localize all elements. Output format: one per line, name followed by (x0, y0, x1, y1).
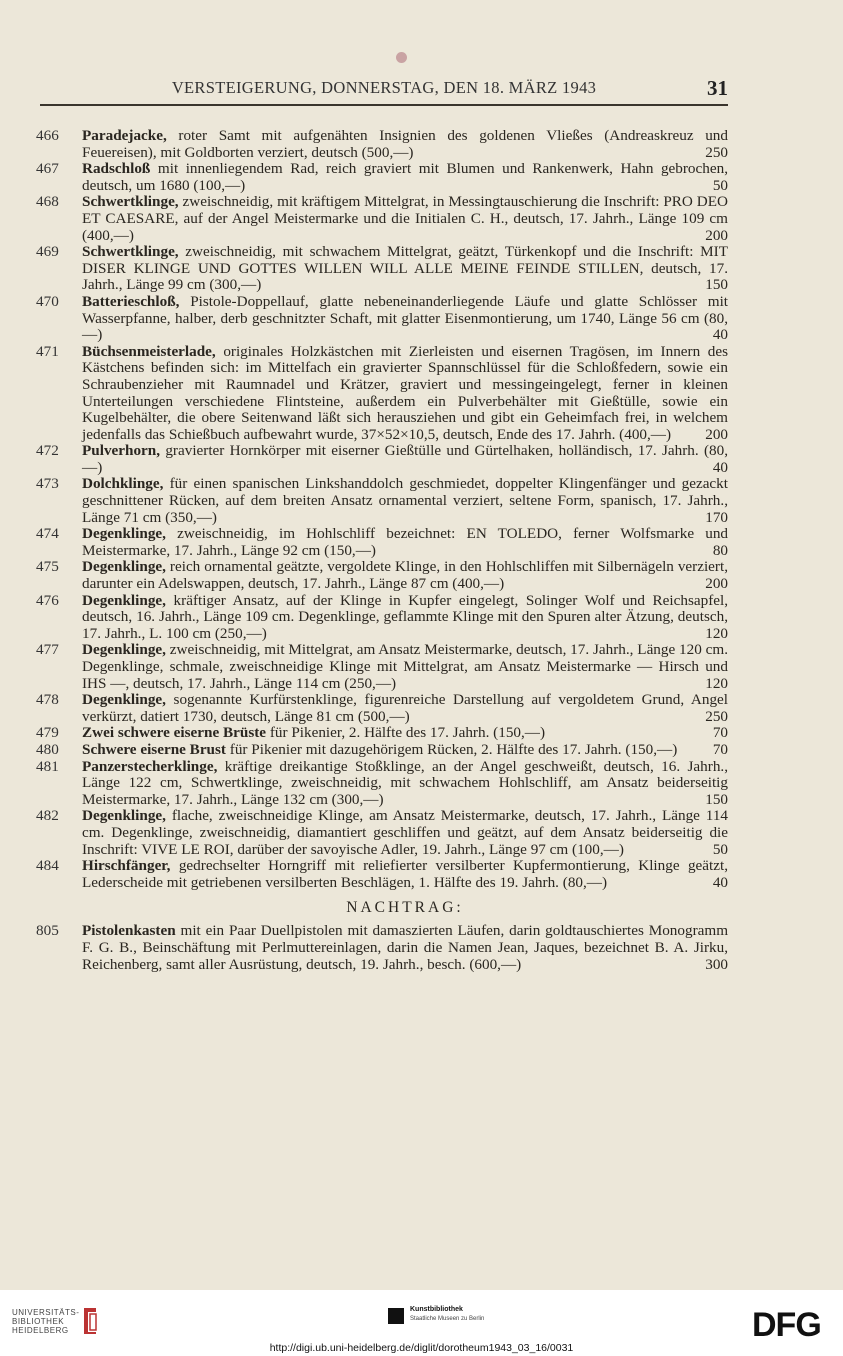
entry-title: Dolchklinge, (82, 475, 164, 493)
entry-price: 40 (712, 458, 728, 476)
lot-number: 478 (36, 691, 59, 709)
entry-description: sogenannte Kurfürstenklinge, figurenreiche Darstellung auf vergoldetem Grund, Angel verkürzt, datiert 1730, deutsch, Länge 81 cm (500,—) (82, 691, 729, 725)
entry-text (82, 858, 728, 891)
catalog-entry (36, 858, 728, 891)
entry-price: 80 (712, 541, 728, 559)
page-header (40, 78, 728, 102)
entry-description: zweischneidig, mit kräftigem Mittelgrat, in Messingtauschierung die Inschrift: PRO DEO ET CAESARE, auf der Angel Meistermarke und die Initialen C. H., deutsch, 17. Jahrh., Länge 109 cm (400,—) (82, 193, 728, 244)
entry-price: 120 (705, 674, 728, 692)
entry-title: Paradejacke, (82, 127, 167, 144)
entry-text (82, 692, 728, 725)
catalog-entry (36, 742, 728, 759)
uni-logo-line: UNIVERSITÄTS- (12, 1308, 80, 1317)
lot-number: 479 (36, 724, 59, 742)
entry-title: Hirschfänger, (82, 857, 171, 875)
catalog-entry (36, 725, 728, 742)
entry-text (82, 593, 728, 643)
entry-description: flache, zweischneidige Klinge, am Ansatz Meistermarke, deutsch, 17. Jahrh., Länge 114 cm. Degenklinge, zweischneidig, diamantiert geschliffen und geätzt, auf dem Ansatz beiderseitig die Inschrift: VIVE LE ROI, darüber der savoyische Adler, 19. Jahrh., Länge 97 cm (100,—) (82, 807, 729, 858)
dfg-logo[interactable]: DFG (752, 1306, 821, 1344)
entry-price: 50 (712, 176, 728, 194)
catalog-entry (36, 476, 728, 526)
catalog-entry (36, 808, 728, 858)
kb-line2: Staatliche Museen zu Berlin (410, 1316, 485, 1322)
entry-text (82, 161, 728, 194)
entry-title: Degenklinge, (82, 807, 166, 825)
entry-description: zweischneidig, mit Mittelgrat, am Ansatz Meistermarke, deutsch, 17. Jahrh., Länge 120 cm. Degenklinge, schmale, zweischneidige Klinge mit Mittelgrat, am Ansatz Meistermarke — Hirsch und IHS —, deutsch, 17. Jahrh., Länge 114 cm (250,—) (82, 641, 729, 692)
catalog-entry (36, 759, 728, 809)
entry-price: 170 (705, 508, 728, 526)
entry-text (82, 476, 728, 526)
entry-price: 40 (712, 873, 728, 891)
entry-description: mit ein Paar Duellpistolen mit damaszierten Läufen, darin goldtauschiertes Monogramm F. G. B., Beinschäftung mit Perlmuttereinlagen, darin die Namen Jean, Jaques, bezeichnet B. A. Jirku, Reichenberg, samt aller Ausrüstung, deutsch, 19. Jahrh., besch. (600,—) (82, 922, 729, 973)
catalog-entry (36, 923, 728, 973)
entry-text (82, 194, 728, 244)
entry-description: kräftiger Ansatz, auf der Klinge in Kupfer eingelegt, Solinger Wolf und Reichsapfel, deutsch, 16. Jahrh., Länge 109 cm. Degenklinge, geflammte Klinge mit den Spuren alter Ätzung, deutsch, 17. Jahrh., L. 100 cm (250,—) (82, 591, 729, 642)
entry-title: Büchsenmeisterlade, (82, 342, 216, 360)
entry-title: Degenklinge, (82, 641, 166, 659)
entry-description: roter Samt mit aufgenähten Insignien des goldenen Vließes (Andreaskreuz und Feuereisen), mit Goldborten verziert, deutsch (500,—) (82, 127, 728, 161)
entry-description: für einen spanischen Linkshanddolch geschmiedet, doppelter Klingenfänger und gezackt geschnittener Rücken, auf dem breiten Ansatz ornamental verziert, seltene Form, spanisch, 17. Jahrh., Länge 71 cm (350,—) (82, 475, 728, 526)
header-title: VERSTEIGERUNG, DONNERSTAG, DEN 18. MÄRZ 1943 (171, 78, 597, 97)
entry-price: 200 (705, 226, 728, 244)
page-number: 31 (707, 76, 728, 100)
catalog-entry (36, 344, 728, 444)
lot-number: 484 (36, 857, 59, 875)
entry-text (82, 294, 728, 344)
catalog-entry (36, 244, 728, 294)
entry-price: 120 (705, 624, 728, 642)
catalog-entry (36, 443, 728, 476)
ink-dot (396, 52, 407, 63)
catalog-entry (36, 526, 728, 559)
entry-description: mit innenliegendem Rad, reich graviert mit Blumen und Rankenwerk, Hahn gebrochen, deutsch, um 1680 (100,—) (82, 160, 728, 194)
lot-number: 468 (36, 193, 59, 211)
uni-logo-line: HEIDELBERG (12, 1326, 69, 1335)
entry-text (82, 128, 728, 161)
entry-title: Pulverhorn, (82, 442, 161, 460)
entry-title: Degenklinge, (82, 558, 166, 576)
lot-number: 481 (36, 757, 59, 775)
catalog-entry (36, 294, 728, 344)
entry-price: 50 (712, 840, 728, 858)
lot-number: 470 (36, 292, 59, 310)
lot-number: 467 (36, 160, 59, 178)
entry-text (82, 759, 728, 809)
header-rule (40, 104, 728, 106)
catalog-entry (36, 559, 728, 592)
entry-title: Pistolenkasten (82, 922, 176, 940)
entry-title: Schwertklinge, (82, 193, 179, 211)
entry-text (82, 642, 728, 692)
lot-number: 482 (36, 807, 59, 825)
uni-logo-line: BIBLIOTHEK (12, 1317, 65, 1326)
entry-text (82, 559, 728, 592)
entry-text (82, 526, 728, 559)
entry-title: Degenklinge, (82, 691, 166, 709)
entry-price: 150 (705, 276, 728, 294)
entry-text (82, 923, 728, 973)
catalog-entry (36, 642, 728, 692)
entry-text (82, 725, 728, 742)
entry-title: Degenklinge, (82, 591, 166, 609)
entry-description: kräftige dreikantige Stoßklinge, an der Angel geschweißt, deutsch, 16. Jahrh., Länge 122 cm, Schwertklinge, zweischneidig, mit schwachem Hohlschliff, am Ansatz beiderseitig Meistermarke, 17. Jahrh., Länge 132 cm (300,—) (82, 757, 729, 808)
page-url-link[interactable]: http://digi.ub.uni-heidelberg.de/diglit/dorotheum1943_03_16/0031 (269, 1342, 574, 1354)
entry-text (82, 742, 728, 759)
lot-number: 805 (36, 922, 59, 940)
entry-price: 250 (705, 143, 728, 161)
entry-title: Schwertklinge, (82, 243, 179, 261)
lot-number: 472 (36, 442, 59, 460)
entry-description: Pistole-Doppellauf, glatte nebeneinanderliegende Läufe und glatte Schlösser mit Wasserpfanne, halber, derb geschnitzter Schaft, mit glatter Eisenmontierung, um 1740, Länge 56 cm (80,—) (82, 292, 729, 344)
entry-description: gedrechselter Horngriff mit reliefierter versilberter Kupfermontierung, Klinge geätzt, Lederscheide mit getriebenen versilberten Beschlägen, 1. Hälfte des 19. Jahrh. (80,—) (82, 857, 728, 891)
lot-number: 469 (36, 243, 59, 261)
entry-price: 200 (705, 425, 728, 443)
university-library-logo[interactable] (12, 1308, 79, 1335)
entry-title: Radschloß (82, 160, 151, 178)
lot-number: 477 (36, 641, 59, 659)
entry-text (82, 443, 728, 476)
entry-title: Zwei schwere eiserne Brüste (82, 724, 267, 742)
lot-number: 473 (36, 475, 59, 493)
lot-number: 474 (36, 525, 59, 543)
catalog-entry (36, 692, 728, 725)
catalog-entry (36, 593, 728, 643)
footer-bar (0, 1290, 843, 1356)
entry-description: für Pikenier mit dazugehörigem Rücken, 2. Hälfte des 17. Jahrh. (150,—) (229, 740, 678, 758)
university-seal-icon (80, 1306, 100, 1336)
entry-title: Schwere eiserne Brust (82, 740, 226, 758)
entry-price: 150 (705, 790, 728, 808)
lot-number: 466 (36, 127, 59, 144)
lot-number: 480 (36, 740, 59, 758)
entry-title: Panzerstecherklinge, (82, 757, 218, 775)
entry-description: zweischneidig, im Hohlschliff bezeichnet: EN TOLEDO, ferner Wolfsmarke und Meistermarke, 17. Jahrh., Länge 92 cm (150,—) (82, 525, 729, 559)
lot-number: 475 (36, 558, 59, 576)
entry-description: gravierter Hornkörper mit eiserner Gießtülle und Gürtelhaken, holländisch, 17. Jahrh. (80,—) (82, 442, 728, 476)
entry-description: für Pikenier, 2. Hälfte des 17. Jahrh. (150,—) (269, 724, 546, 742)
entry-price: 40 (712, 326, 728, 344)
lot-number: 476 (36, 591, 59, 609)
catalog-entry (36, 194, 728, 244)
entry-price: 200 (705, 575, 728, 593)
catalog-entry (36, 161, 728, 194)
entry-description: zweischneidig, mit schwachem Mittelgrat, geätzt, Türkenkopf und die Inschrift: MIT DISER KLINGE UND GOTTES WILLEN WILL ALLE MEINE FEINDE STILLEN, deutsch, 17. Jahrh., Länge 99 cm (300,—) (82, 243, 729, 294)
entry-list (36, 128, 728, 973)
entry-text (82, 244, 728, 294)
entry-text (82, 808, 728, 858)
entry-price: 70 (712, 724, 728, 742)
entry-description: originales Holzkästchen mit Zierleisten und eisernen Tragösen, im Innern des Kästchens befinden sich: im Mittelfach ein gravierter Spannschlüssel für die Schloßfedern, sowie ein Schraubenzieher mit Raumnadel und Krätzer, graviert und messingeingelegt, ferner in kleinen Unterteilungen verschiedene Flintsteine, außerdem ein Pulverbehälter mit Gießtülle, sowie ein Kugelbehälter, die obere Seitenwand läßt sich herausziehen und gibt ein Geheimfach frei, in welchem jedenfalls das Schießbuch aufbewahrt wurde, 37×52×10,5, deutsch, Ende des 17. Jahrh. (400,—) (82, 342, 729, 443)
nachtrag-heading: NACHTRAG: (346, 899, 464, 917)
entry-title: Degenklinge, (82, 525, 166, 543)
entry-text (82, 344, 728, 444)
entry-price: 250 (705, 707, 728, 725)
entry-title: Batterieschloß, (82, 292, 180, 310)
kb-line1: Kunstbibliothek (410, 1306, 463, 1313)
lot-number: 471 (36, 342, 59, 360)
catalog-entry (36, 128, 728, 161)
entry-price: 300 (705, 955, 728, 973)
kunstbibliothek-icon (388, 1308, 404, 1324)
entry-price: 70 (712, 740, 728, 758)
entry-description: reich ornamental geätzte, vergoldete Klinge, in den Hohlschliffen mit Silbernägeln verziert, darunter ein Adelswappen, deutsch, 17. Jahrh., Länge 87 cm (400,—) (82, 558, 728, 593)
